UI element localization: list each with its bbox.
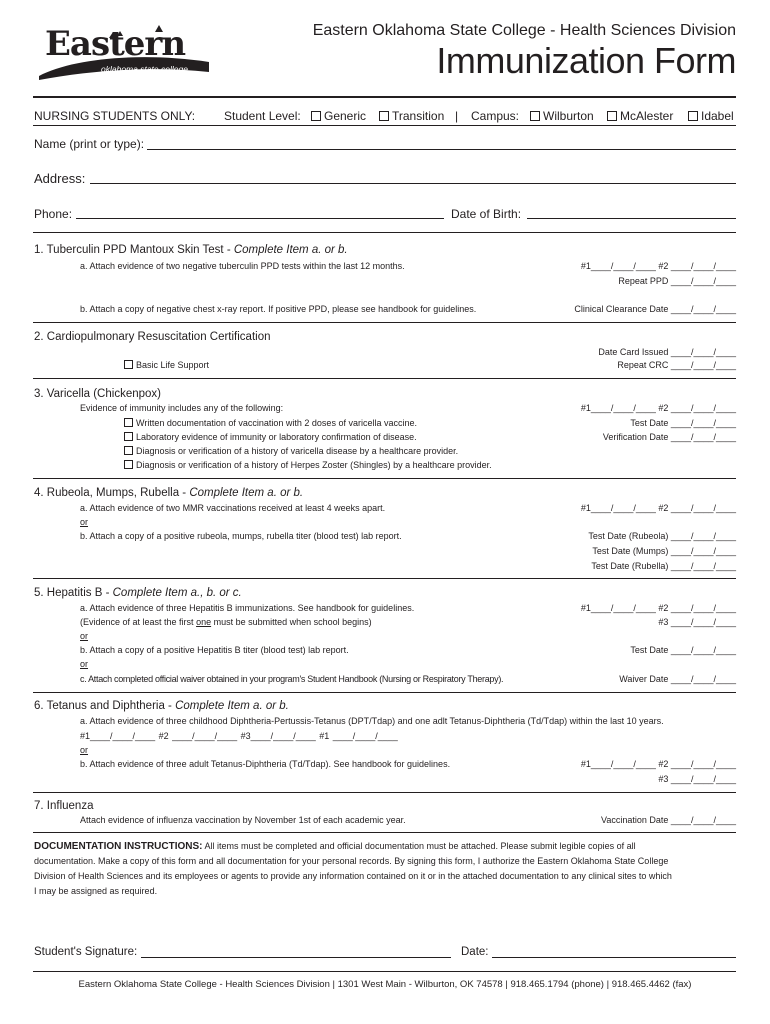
s3-checkbox-2[interactable] bbox=[124, 432, 133, 441]
nursing-bar-rule bbox=[33, 125, 736, 126]
s6-heading: 6. Tetanus and Diphtheria - Complete Item a. or b. bbox=[34, 700, 289, 712]
s5-test-date[interactable]: Test Date ____/____/____ bbox=[630, 645, 736, 655]
address-label: Address: bbox=[34, 171, 86, 186]
s4-or: or bbox=[80, 517, 89, 527]
logo-subtext: oklahoma state college bbox=[101, 64, 188, 74]
documentation-line-3: Division of Health Sciences and its employees or agents to provide any information contained on it or in the attached documentation to any clinical sites to which bbox=[34, 871, 672, 881]
nursing-label: NURSING STUDENTS ONLY: bbox=[34, 109, 196, 123]
form-title: Immunization Form bbox=[436, 40, 736, 81]
s2-heading: 2. Cardiopulmonary Resuscitation Certification bbox=[34, 331, 271, 343]
s4-rubeola-date[interactable]: Test Date (Rubeola) ____/____/____ bbox=[588, 531, 736, 541]
dob-label: Date of Birth: bbox=[451, 207, 522, 221]
s1-ppd-dates[interactable]: #1____/____/____ #2 ____/____/____ bbox=[580, 261, 736, 271]
s5-dose-dates[interactable]: #1____/____/____ #2 ____/____/____ bbox=[580, 603, 736, 613]
s6-adult-dates[interactable]: #1____/____/____ #2 ____/____/____ bbox=[580, 759, 736, 769]
dob-field[interactable] bbox=[527, 218, 736, 219]
signature-field[interactable] bbox=[141, 957, 451, 958]
mcalester-checkbox[interactable] bbox=[607, 111, 617, 121]
s5-item-c: c. Attach completed official waiver obtained in your program's Student Handbook (Nursing or Respiratory Therapy). bbox=[80, 674, 504, 684]
s6-item-b: b. Attach evidence of three adult Tetanus-Diphtheria (Td/Tdap). See handbook for guidelines. bbox=[80, 759, 451, 769]
s1-clearance-date[interactable]: Clinical Clearance Date ____/____/____ bbox=[574, 304, 736, 314]
transition-checkbox[interactable] bbox=[379, 111, 389, 121]
s6-rule bbox=[33, 792, 736, 793]
s3-checkbox-3[interactable] bbox=[124, 446, 133, 455]
college-logo bbox=[33, 22, 213, 84]
s5-rule bbox=[33, 692, 736, 693]
s2-date-issued[interactable]: Date Card Issued ____/____/____ bbox=[598, 347, 736, 357]
s2-bls-option[interactable]: Basic Life Support bbox=[124, 360, 209, 370]
s6-childhood-dates[interactable]: #1____/____/____ #2 ____/____/____ #3____/____/____ #1 ____/____/____ bbox=[80, 731, 398, 741]
idabel-option[interactable]: Idabel bbox=[688, 109, 734, 123]
s5-dose-3-date[interactable]: #3 ____/____/____ bbox=[658, 617, 736, 627]
name-label: Name (print or type): bbox=[34, 137, 145, 151]
s1-heading: 1. Tuberculin PPD Mantoux Skin Test - Complete Item a. or b. bbox=[34, 244, 348, 256]
transition-option[interactable]: Transition bbox=[379, 109, 444, 123]
s3-option-3[interactable]: Diagnosis or verification of a history of varicella disease by a healthcare provider. bbox=[124, 446, 458, 456]
s7-text: Attach evidence of influenza vaccination by November 1st of each academic year. bbox=[80, 815, 406, 825]
s4-rule bbox=[33, 578, 736, 579]
bar-divider: | bbox=[455, 109, 459, 123]
footer-address: Eastern Oklahoma State College - Health Sciences Division | 1301 West Main - Wilburton, OK 74578 | 918.465.1794 (phone) | 918.465.4462 (fax) bbox=[78, 979, 692, 990]
generic-option[interactable]: Generic bbox=[311, 109, 366, 123]
header-rule bbox=[33, 96, 736, 98]
documentation-line-1: DOCUMENTATION INSTRUCTIONS: All items must be completed and official documentation must be attached. Please submit legible copies of all bbox=[34, 841, 636, 852]
s3-test-date[interactable]: Test Date ____/____/____ bbox=[630, 418, 736, 428]
signature-date-label: Date: bbox=[461, 946, 489, 958]
s5-waiver-date[interactable]: Waiver Date ____/____/____ bbox=[619, 674, 736, 684]
generic-checkbox[interactable] bbox=[311, 111, 321, 121]
s4-item-a: a. Attach evidence of two MMR vaccinations received at least 4 weeks apart. bbox=[80, 503, 386, 513]
s5-item-a: a. Attach evidence of three Hepatitis B immunizations. See handbook for guidelines. bbox=[80, 603, 415, 613]
bls-checkbox[interactable] bbox=[124, 360, 133, 369]
s3-checkbox-1[interactable] bbox=[124, 418, 133, 427]
wilburton-option[interactable]: Wilburton bbox=[530, 109, 594, 123]
s1-rule bbox=[33, 322, 736, 323]
s3-option-4[interactable]: Diagnosis or verification of a history of Herpes Zoster (Shingles) by a healthcare provider. bbox=[124, 460, 492, 470]
s4-item-b: b. Attach a copy of a positive rubeola, mumps, rubella titer (blood test) lab report. bbox=[80, 531, 402, 541]
footer-rule bbox=[33, 971, 736, 972]
s4-mmr-dates[interactable]: #1____/____/____ #2 ____/____/____ bbox=[580, 503, 736, 513]
s5-item-a-note: (Evidence of at least the first one must be submitted when school begins) bbox=[80, 617, 372, 627]
s3-verification-date[interactable]: Verification Date ____/____/____ bbox=[602, 432, 736, 442]
s1-repeat-ppd[interactable]: Repeat PPD ____/____/____ bbox=[618, 276, 736, 286]
s3-intro: Evidence of immunity includes any of the following: bbox=[80, 403, 284, 413]
signature-label: Student's Signature: bbox=[34, 946, 138, 958]
s2-rule bbox=[33, 378, 736, 379]
s5-or-1: or bbox=[80, 631, 89, 641]
s5-heading: 5. Hepatitis B - Complete Item a., b. or c. bbox=[34, 587, 242, 599]
s6-or: or bbox=[80, 745, 89, 755]
documentation-line-2: documentation. Make a copy of this form and all documentation for your personal records. By signing this form, I authorize the Eastern Oklahoma State College bbox=[34, 856, 669, 866]
name-field[interactable] bbox=[147, 149, 736, 150]
documentation-line-4: I may be assigned as required. bbox=[34, 886, 158, 896]
s3-option-1[interactable]: Written documentation of vaccination with 2 doses of varicella vaccine. bbox=[124, 418, 417, 428]
s7-vaccination-date[interactable]: Vaccination Date ____/____/____ bbox=[601, 815, 736, 825]
s2-repeat-crc[interactable]: Repeat CRC ____/____/____ bbox=[617, 360, 736, 370]
s3-checkbox-4[interactable] bbox=[124, 460, 133, 469]
s4-mumps-date[interactable]: Test Date (Mumps) ____/____/____ bbox=[592, 546, 736, 556]
s3-heading: 3. Varicella (Chickenpox) bbox=[34, 388, 161, 400]
signature-date-field[interactable] bbox=[492, 957, 736, 958]
s5-or-2: or bbox=[80, 659, 89, 669]
address-field[interactable] bbox=[90, 183, 736, 184]
s7-heading: 7. Influenza bbox=[34, 800, 94, 812]
s6-item-a: a. Attach evidence of three childhood Diphtheria-Pertussis-Tetanus (DPT/Tdap) and one adlt Tetanus-Diphtheria (Td/Tdap) within the last 10 years. bbox=[80, 716, 664, 726]
s5-item-b: b. Attach a copy of a positive Hepatitis B titer (blood test) lab report. bbox=[80, 645, 349, 655]
s7-rule bbox=[33, 832, 736, 833]
s3-option-2[interactable]: Laboratory evidence of immunity or laboratory confirmation of disease. bbox=[124, 432, 417, 442]
s3-rule bbox=[33, 478, 736, 479]
division-heading: Eastern Oklahoma State College - Health Sciences Division bbox=[312, 22, 736, 39]
s6-adult-dose-3[interactable]: #3 ____/____/____ bbox=[658, 774, 736, 784]
s4-heading: 4. Rubeola, Mumps, Rubella - Complete Item a. or b. bbox=[34, 487, 304, 499]
s4-rubella-date[interactable]: Test Date (Rubella) ____/____/____ bbox=[591, 561, 736, 571]
s1-item-b: b. Attach a copy of negative chest x-ray report. If positive PPD, please see handbook for guidelines. bbox=[80, 304, 477, 314]
campus-label: Campus: bbox=[471, 109, 520, 123]
s3-dose-dates[interactable]: #1____/____/____ #2 ____/____/____ bbox=[580, 403, 736, 413]
mcalester-option[interactable]: McAlester bbox=[607, 109, 673, 123]
student-level-label: Student Level: bbox=[224, 109, 301, 123]
phone-field[interactable] bbox=[76, 218, 444, 219]
fields-rule bbox=[33, 232, 736, 233]
wilburton-checkbox[interactable] bbox=[530, 111, 540, 121]
phone-label: Phone: bbox=[34, 207, 73, 221]
idabel-checkbox[interactable] bbox=[688, 111, 698, 121]
s1-item-a: a. Attach evidence of two negative tuberculin PPD tests within the last 12 months. bbox=[80, 261, 405, 271]
logo-wordmark: Eastern bbox=[45, 24, 186, 64]
